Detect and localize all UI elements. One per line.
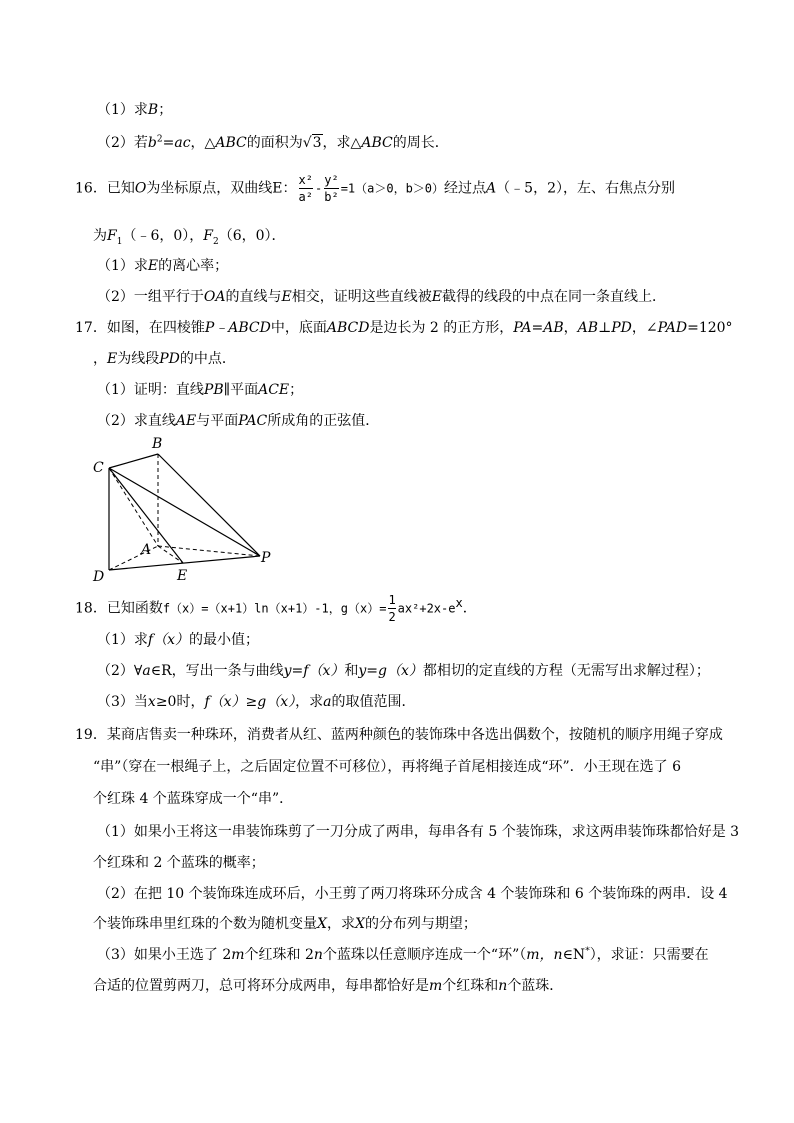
p19-q3-line2: 合适的位置剪两刀，总可将环分成两串，每串都恰好是m个红珠和n个蓝珠． — [93, 978, 564, 994]
p18-q1: （1）求f（x）的最小值； — [97, 632, 259, 648]
p16-q2: （2）一组平行于OA的直线与E相交，证明这些直线被E截得的线段的中点在同一条直线上． — [97, 289, 666, 305]
p15-part1: （1）求B； — [97, 102, 173, 118]
p16-q1: （1）求E的离心率； — [97, 258, 229, 274]
p17-stem-line2: ，E为线段PD的中点． — [93, 351, 236, 367]
label-b: B — [152, 436, 163, 452]
p19-q2-line2: 个装饰珠串里红珠的个数为随机变量X，求X的分布列与期望； — [93, 916, 477, 932]
label-a: A — [141, 542, 152, 558]
p16-stem-line1: 16．已知O为坐标原点，双曲线E： $\frac{\text{x²}}{\text{a²}}$ - $\frac{\text{y²}}{\text{b²}}$ =1（a＞0，b＞0）经过点A（﹣5，2），左、右焦点分别 — [75, 173, 675, 204]
edge-cb — [109, 454, 158, 468]
p19-q1-line2: 个红珠和 2 个蓝珠的概率； — [93, 855, 265, 871]
p15-part2: （2）若$b^2=ac$，△ABC的面积为√3，求△ABC的周长． — [97, 134, 449, 151]
p19-q1-line1: （1）如果小王将这一串装饰珠剪了一刀分成了两串，每串各有 5 个装饰珠，求这两串装饰珠都恰好是 3 — [97, 824, 740, 840]
label-p: P — [261, 550, 271, 566]
edge-ca-hidden — [109, 468, 158, 546]
p18-stem: 18．已知函数f（x）=（x+1）ln（x+1）-1，g（x）= $\frac{1}{2}$ $ax^2+2x-e^x$． — [75, 593, 477, 624]
p19-line3: 个红珠 4 个蓝珠穿成一个“串”． — [93, 791, 294, 807]
p17-stem-line1: 17．如图，在四棱锥P﹣ABCD中，底面ABCD是边长为 2 的正方形，PA=AB，AB⊥PD，∠PAD=120° — [75, 320, 733, 336]
p17-q1: （1）证明：直线PB∥平面ACE； — [97, 382, 304, 398]
p19-line2: “串”（穿在一根绳子上，之后固定位置不可移位），再将绳子首尾相接连成“环”．小王现在选了 6 — [93, 759, 681, 775]
pyramid-figure — [85, 432, 285, 587]
p16-stem-line2: 为$F_1(﹣6$，0），$F_2(6$，0）． — [93, 228, 286, 247]
p17-q2: （2）求直线AE与平面PAC所成角的正弦值． — [97, 413, 380, 429]
label-c: C — [93, 460, 104, 476]
label-d: D — [93, 569, 105, 585]
p19-q2-line1: （2）在把 10 个装饰珠连成环后，小王剪了两刀将珠环分成含 4 个装饰珠和 6 个装饰珠的两串．设 4 — [97, 886, 728, 902]
p18-q2: （2）∀a∈R，写出一条与曲线y=f（x）和y=g（x）都相切的定直线的方程（无需写出求解过程）； — [97, 663, 710, 679]
p18-q3: （3）当x≥0时，f（x）≥g（x），求a的取值范围． — [97, 694, 416, 710]
p19-line1: 19．某商店售卖一种珠环，消费者从红、蓝两种颜色的装饰珠中各选出偶数个，按随机的顺序用绳子穿成 — [75, 727, 723, 743]
p19-q3-line1: （3）如果小王选了 2m个红珠和 2n个蓝珠以任意顺序连成一个“环”（m，n∈N*），求证：只需要在 — [97, 946, 709, 963]
label-e: E — [177, 568, 188, 584]
